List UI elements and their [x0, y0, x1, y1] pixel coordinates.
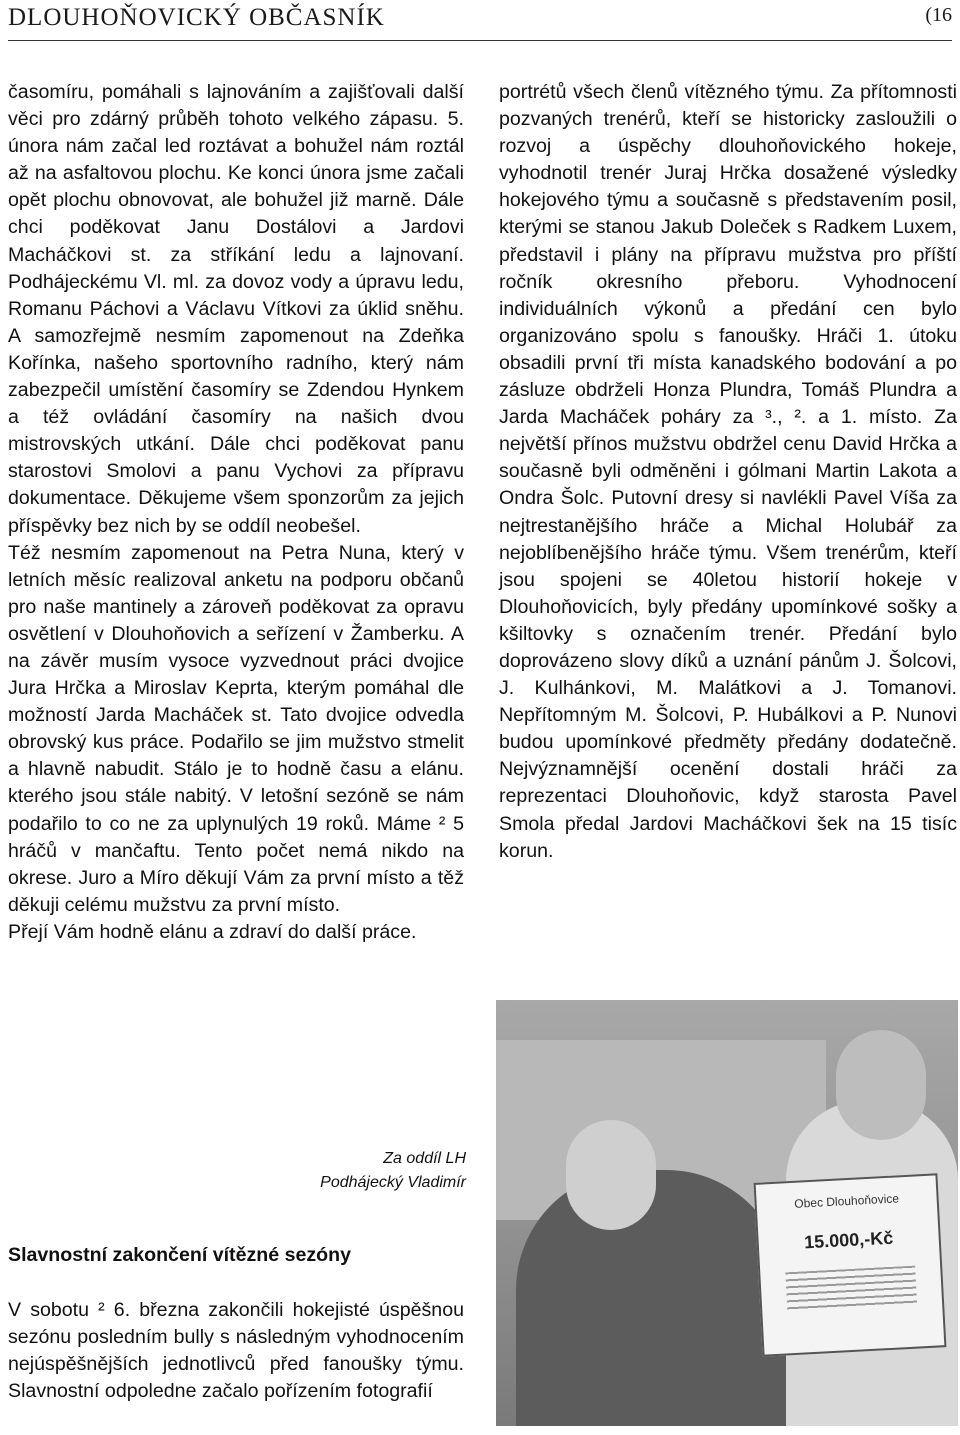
prize-check [754, 1173, 947, 1356]
right-column [499, 79, 957, 865]
page-number: (16 [925, 4, 952, 26]
signature-line-1: Za oddíl LH [383, 1150, 466, 1167]
right-paragraph: portrétů všech členů vítězného týmu. Za přítomnosti pozvaných trenérů, kteří se historicky zasloužili o rozvoj a úspěchy dlouhoňovického hokeje, vyhodnotil trenér Juraj Hrčka dosažené výsledky hokejového týmu a současně s představením posil, kterými se stanou Jakub Doleček s Radkem Luxem, představil i plány na přípravu mužstva pro příští ročník okresního přeboru. Vyhodnocení individuálních výkonů a předání cen bylo organizováno spolu s fanoušky. Hráči 1. útoku obsadili první tři místa kanadského bodování a po zásluze obdrželi Honza Plundra, Tomáš Plundra a Jarda Macháček poháry za ³., ². a 1. místo. Za největší přínos mužstvu obdržel cenu David Hrčka a současně byli odměněni i gólmani Martin Lakota a Ondra Šolc. Putovní dresy si navlékli Pavel Víša za nejtrestanějšího hráče a Michal Holubář za nejoblíbenějšího hráče týmu. Všem trenérům, kteří jsou spojeni se 40letou historií hokeje v Dlouhoňovicích, byly předány upomínkové sošky a kšiltovky s označením trenér. Předání bylo doprovázeno slovy díků a uznání pánům J. Šolcovi, J. Kulhánkovi, M. Malátkovi a J. Tomanovi. Nepřítomným M. Šolcovi, P. Hubálkovi a P. Nunovi budou upomínkové předměty předány dodatečně. Nejvýznamnější ocenění dostali hráči za reprezentaci Dlouhoňovic, když starosta Pavel Smola předal Jardovi Macháčkovi šek na 15 tisíc korun. [499, 81, 957, 862]
left-paragraph-2: Též nesmím zapomenout na Petra Nuna, který v letních měsíc realizoval anketu na podporu občanů pro naše mantinely a zároveň poděkovat za opravu osvětlení v Dlouhoňovich a seřízení v Žamberku. A na závěr musím vysoce vyzvednout práci dvojice Jura Hrčka a Miroslav Keprta, kterým pomáhal dle možností Jarda Macháček st. Tato dvojice odvedla obrovský kus práce. Podařilo se jim mužstvo stmelit a hlavně nabudit. Stálo je to hodně času a elánu. kterého jsou stále nabitý. V letošní sezóně se nám podařilo to co ne za uplynulých 19 roků. Máme ² 5 hráčů v mančaftu. Tento počet nemá nikdo na okrese. Juro a Míro děkují Vám za první místo a těž děkuji celému mužstvu za první místo. [8, 541, 464, 916]
section-body [8, 1297, 464, 1405]
left-paragraph-1: časomíru, pomáhali s lajnováním a zajišťovali další věci pro zdárný průběh tohoto velkého zápasu. 5. února nám začal led roztávat a bohužel nám roztál až na asfaltovou plochu. Ke konci února jsme začali opět plochu obnovovat, ale bohužel již marně. Dále chci poděkovat Janu Dostálovi a Jardovi Macháčkovi st. za stříkání ledu a lajnovaní. Podhájeckému Vl. ml. za dovoz vody a úpravu ledu, Romanu Páchovi a Václavu Vítkovi za úklid sněhu. A samozřejmě nesmím zapomenout na Zdeňka Kořínka, našeho sportovního radního, který nám zabezpečil umístění časomíry se Zdendou Hynkem a též ovládání časomíry na našich dvou mistrovských utkání. Dále chci poděkovat panu starostovi Smolovi a panu Vychovi za přípravu dokumentace. Děkujeme všem sponzorům za jejich příspěvky bez nich by se oddíl neobešel. [8, 81, 464, 537]
left-column [8, 79, 464, 946]
check-lines [785, 1266, 917, 1313]
section-heading: Slavnostní zakončení vítězné sezóny [8, 1244, 351, 1266]
signature-line-2: Podhájecký Vladimír [320, 1174, 466, 1191]
check-amount: 15.000,-Kč [803, 1227, 894, 1253]
section-paragraph: V sobotu ² 6. března zakončili hokejisté úspěšnou sezónu posledním bully s následným vyhodnocením nejúspěšnějších jednotlivců před fanoušky týmu. Slavnostní odpoledne začalo pořízením fotografií [8, 1299, 464, 1403]
ceremony-photo [496, 1000, 958, 1426]
photo-face-right [836, 1030, 926, 1140]
signature [220, 1147, 466, 1195]
photo-person-speaking [516, 1170, 786, 1426]
left-paragraph-3: Přejí Vám hodně elánu a zdraví do další práce. [8, 920, 417, 943]
check-issuer: Obec Dlouhoňovice [793, 1191, 900, 1211]
page-header [8, 0, 952, 38]
photo-face-left [566, 1120, 656, 1230]
header-rule [8, 40, 952, 41]
masthead-title: DLOUHOŇOVICKÝ OBČASNÍK [8, 4, 385, 31]
